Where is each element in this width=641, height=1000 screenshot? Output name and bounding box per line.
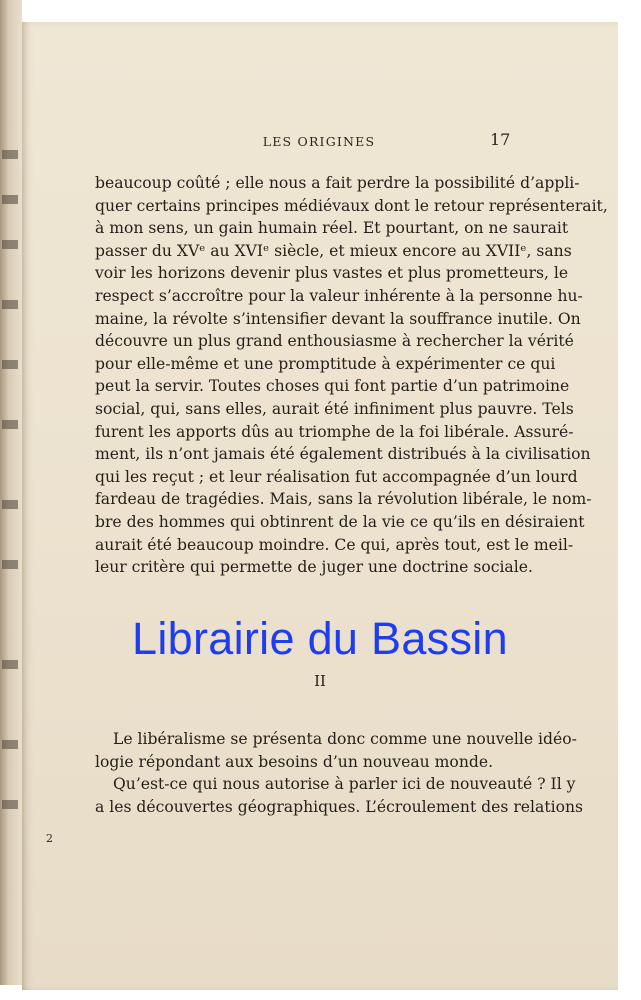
facing-page-edge (0, 0, 22, 985)
facing-page-text-fragment (2, 560, 18, 569)
page-number: 17 (490, 130, 511, 149)
section-number: II (314, 672, 326, 690)
text-line: Le libéralisme se présenta donc comme une nouvelle idéo- (113, 730, 577, 748)
text-line: maine, la révolte s’intensifier devant la souffrance inutile. On (95, 309, 581, 328)
text-line: passer du XVᵉ au XVIᵉ siècle, et mieux encore au XVIIᵉ, sans (95, 241, 572, 260)
text-line: voir les horizons devenir plus vastes et plus prometteurs, le (95, 264, 569, 283)
signature-mark: 2 (46, 832, 53, 845)
text-line: quer certains principes médiévaux dont le retour représenterait, (95, 196, 608, 215)
facing-page-text-fragment (2, 360, 18, 369)
watermark: Librairie du Bassin (132, 613, 508, 664)
facing-page-text-fragment (2, 195, 18, 204)
text-line: respect s’accroître pour la valeur inhérente à la personne hu- (95, 286, 583, 305)
text-line: pour elle-même et une promptitude à expérimenter ce qui (95, 354, 556, 373)
facing-page-text-fragment (2, 800, 18, 809)
text-line: découvre un plus grand enthousiasme à rechercher la vérité (95, 332, 574, 351)
book-page (22, 22, 618, 990)
facing-page-text-fragment (2, 500, 18, 509)
text-line: leur critère qui permette de juger une doctrine sociale. (95, 558, 533, 577)
text-line: logie répondant aux besoins d’un nouveau monde. (95, 752, 494, 771)
text-line: Qu’est-ce qui nous autorise à parler ici de nouveauté ? Il y (113, 775, 576, 794)
text-line: beaucoup coûté ; elle nous a fait perdre la possibilité d’appli- (95, 174, 580, 192)
text-line: fardeau de tragédies. Mais, sans la révolution libérale, le nom- (95, 490, 592, 509)
facing-page-text-fragment (2, 660, 18, 669)
facing-page-text-fragment (2, 150, 18, 159)
facing-page-text-fragment (2, 300, 18, 309)
text-line: qui les reçut ; et leur réalisation fut accompagnée d’un lourd (95, 467, 578, 486)
text-line: aurait été beaucoup moindre. Ce qui, après tout, est le meil- (95, 535, 574, 554)
running-head: LES ORIGINES (262, 134, 376, 149)
text-line: bre des hommes qui obtinrent de la vie ce qu’ils en désiraient (95, 512, 585, 531)
text-line: social, qui, sans elles, aurait été infiniment plus pauvre. Tels (95, 399, 574, 418)
section-paragraph (95, 728, 584, 818)
text-line: ment, ils n’ont jamais été également distribués à la civilisation (95, 445, 591, 464)
facing-page-text-fragment (2, 420, 18, 429)
text-line: furent les apports dûs au triomphe de la foi libérale. Assuré- (95, 422, 574, 441)
facing-page-text-fragment (2, 740, 18, 749)
text-line: à mon sens, un gain humain réel. Et pourtant, on ne saurait (95, 219, 569, 238)
body-paragraph (95, 172, 608, 579)
facing-page-text-fragment (2, 240, 18, 249)
text-line: a les découvertes géographiques. L’écroulement des relations (95, 797, 584, 816)
text-line: peut la servir. Toutes choses qui font partie d’un patrimoine (95, 377, 570, 396)
